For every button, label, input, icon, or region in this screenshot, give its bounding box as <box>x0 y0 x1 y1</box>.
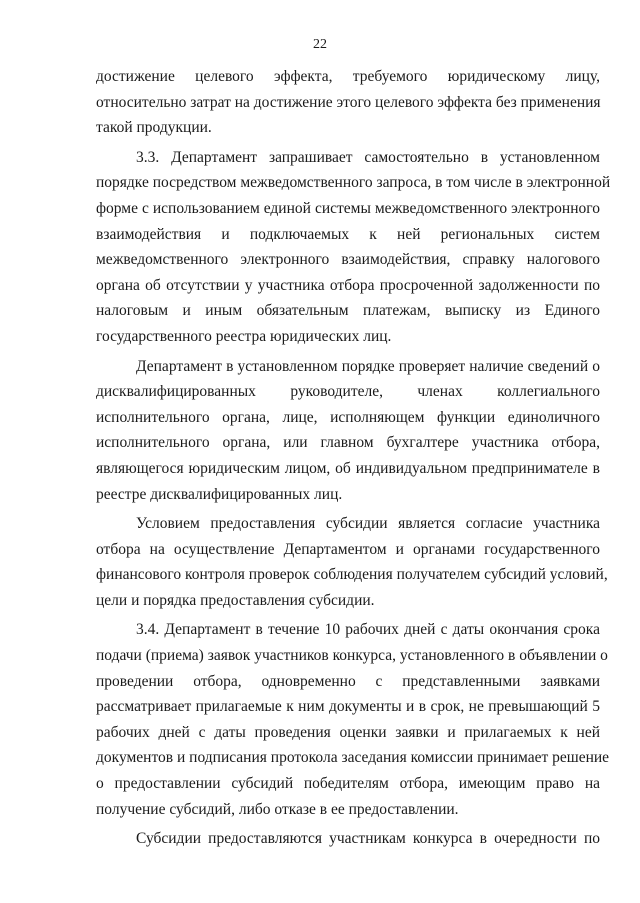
document-body <box>96 64 611 856</box>
text-line: взаимодействия и подключаемых к ней региональных систем <box>96 225 600 243</box>
text-line: о предоставлении субсидий победителям отбора, имеющим право на <box>96 775 600 793</box>
text-line: документов и подписания протокола заседания комиссии принимает решение <box>96 749 610 767</box>
text-line: межведомственного электронного взаимодействия, справку налогового <box>96 251 600 269</box>
text-line: форме с использованием единой системы межведомственного электронного <box>96 199 600 217</box>
text-line: исполнительного органа, лице, исполняющем функции единоличного <box>96 408 600 426</box>
text-line: рассматривает прилагаемые к ним документы и в срок, не превышающий 5 <box>96 698 600 716</box>
text-line: налоговым и иным обязательным платежам, выписку из Единого <box>96 302 600 320</box>
text-line: рабочих дней с даты проведения оценки заявки и прилагаемых к ней <box>96 723 600 741</box>
paragraph-section-3-3 <box>96 145 611 350</box>
text-line: порядке посредством межведомственного запроса, в том числе в электронной <box>96 174 611 192</box>
paragraph-disqualified-check <box>96 354 600 508</box>
text-line: реестре дисквалифицированных лиц. <box>96 485 343 503</box>
text-line: 3.3. Департамент запрашивает самостоятельно в установленном <box>136 148 600 166</box>
page-number: 22 <box>313 37 327 52</box>
text-line: 3.4. Департамент в течение 10 рабочих дней с даты окончания срока <box>136 621 600 639</box>
text-line: государственного реестра юридических лиц. <box>96 327 392 345</box>
text-line: подачи (приема) заявок участников конкурса, установленного в объявлении о <box>96 647 608 665</box>
text-line: Условием предоставления субсидии является согласие участника <box>136 515 600 533</box>
paragraph-continuation <box>96 64 600 141</box>
text-line: являющегося юридическим лицом, об индивидуальном предпринимателе в <box>96 459 600 477</box>
text-line: финансового контроля проверок соблюдения получателем субсидий условий, <box>96 566 608 584</box>
text-line: отбора на осуществление Департаментом и органами государственного <box>96 540 600 558</box>
text-line: относительно затрат на достижение этого целевого эффекта без применения <box>96 93 601 111</box>
text-line: Субсидии предоставляются участникам конкурса в очередности по <box>136 830 600 848</box>
text-line: органа об отсутствии у участника отбора просроченной задолженности по <box>96 276 600 294</box>
text-line: такой продукции. <box>96 119 212 137</box>
text-line: дисквалифицированных руководителе, членах коллегиального <box>96 383 600 401</box>
paragraph-subsidy-order <box>96 826 600 852</box>
text-line: цели и порядка предоставления субсидии. <box>96 591 375 609</box>
text-line: Департамент в установленном порядке проверяет наличие сведений о <box>136 357 600 375</box>
text-line: проведении отбора, одновременно с представленными заявками <box>96 672 600 690</box>
paragraph-subsidy-condition <box>96 511 608 613</box>
text-line: получение субсидий, либо отказе в ее предоставлении. <box>96 800 459 818</box>
text-line: исполнительного органа, или главном бухгалтере участника отбора, <box>96 434 600 452</box>
text-line: достижение целевого эффекта, требуемого юридическому лицу, <box>96 68 600 85</box>
paragraph-section-3-4 <box>96 617 610 822</box>
